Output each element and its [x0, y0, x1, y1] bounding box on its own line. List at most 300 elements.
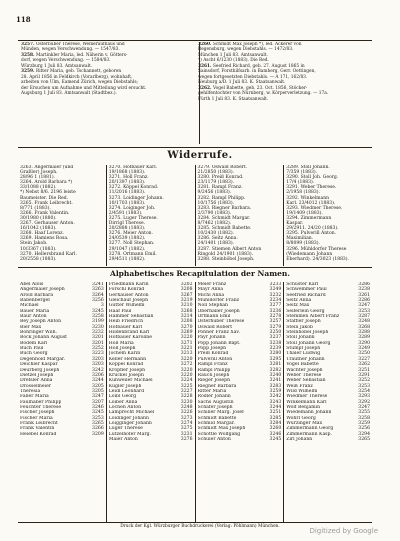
revocation-line: *) Nebst 8/6. 2196 leiste [20, 190, 76, 196]
index-name: Schmidt Max Joseph [197, 426, 246, 432]
revocation-line: 3263. Angermaier (und [20, 165, 74, 170]
index-name: Wild Wilhelm [286, 388, 318, 394]
index-name: Wolf Benjamin [286, 404, 321, 410]
index-name: Hammer Sebastian [108, 314, 154, 320]
index-number: 3255 [358, 410, 370, 416]
index-name: Riegner Barbara [197, 383, 237, 389]
index-number: 3265 [92, 420, 104, 426]
index-name: Wiedmer Therese [286, 394, 328, 400]
index-name: Popp Joseph [197, 346, 227, 352]
index-name: Seiferlein Georg [286, 308, 325, 314]
index-name: Bey Joseph Anton [20, 319, 62, 325]
index-name: Feuchter Therese [20, 404, 62, 410]
printer-imprint: Druck der Kgl. Würzburger Buchdruckerei (Verlag: Pöhlmann) München. [120, 524, 280, 529]
index-name: Frank Valentin [20, 426, 55, 432]
revocations-column [195, 165, 284, 266]
revocation-line: 10/3367 (1883). [20, 246, 57, 252]
index-name: Luger Therese [108, 426, 143, 432]
index-number: 3223 [92, 351, 104, 357]
revocation-line: Kaspar. [286, 221, 304, 227]
index-number: 3207 [92, 399, 104, 405]
index-number: 3250 [269, 330, 282, 336]
index-name: Winkelmann Karl [286, 399, 327, 405]
index-name: Haaf Paul [108, 308, 132, 314]
revocations-column [18, 165, 106, 266]
revocation-line: 11/2016 (1883). [108, 190, 146, 196]
index-number: 3247 [92, 394, 104, 400]
index-name: Schäfer Joseph [197, 404, 233, 410]
entry-text: 28. April 1856 in Feldkirch (Vorarlberg), wohnhaft, [21, 74, 133, 80]
index-number: 3261 [358, 292, 370, 298]
revocation-line: 8/8099 (1883). [286, 241, 320, 247]
revocation-line: 29/1047 (1882). [108, 246, 146, 252]
digitizer-watermark: Digitized by Google [309, 527, 378, 535]
index-name: Gleichauf Joseph [108, 298, 149, 304]
revocation-line: 10/2430 (1882). [197, 231, 235, 237]
index-number: 3269 [180, 330, 193, 336]
entry-number: 3262. [198, 85, 213, 91]
revocations-column [106, 165, 195, 266]
index-name: Buch Paul [20, 346, 44, 352]
revocations-heading: Widerrufe. [167, 150, 233, 161]
index-number: 3241 [92, 282, 104, 287]
index-name: Abel Alois [20, 282, 44, 287]
index-name: Bohringer Wilh. [20, 330, 58, 336]
revocation-line: 3275. Luger Therese. [108, 215, 158, 221]
section-rule [18, 147, 372, 148]
register-column-left [18, 42, 195, 144]
index-number: 3230 [92, 324, 104, 330]
index-name: Staffler Joseph [286, 319, 321, 325]
revocation-line: 3270. Hofbauer Karl. [108, 165, 158, 170]
revocation-line: 3273. Loidinger Johann. [108, 195, 164, 201]
index-name: Trautner Johann [286, 356, 325, 362]
index-number: 3260 [269, 426, 282, 432]
revocation-line: 7/359 (1883). [286, 170, 318, 176]
index-name: Kruckel Joseph [108, 372, 144, 378]
index-number: 3258 [92, 314, 104, 320]
index-number: 3208 [180, 319, 193, 325]
revocation-line: 3279. Oswald Robert. [197, 165, 248, 170]
revocation-line: 29/2911. 24/20 (1883). [286, 226, 339, 232]
index-name: Rieger Joseph [197, 378, 231, 384]
revocation-line: 21/2850 (1883). [197, 170, 235, 176]
index-entry [20, 432, 104, 437]
index-number: 3206 [92, 372, 104, 378]
index-number: 3214 [180, 314, 193, 320]
index-number: 3205 [92, 383, 104, 389]
index-name: Hofbauer Karoline [108, 335, 152, 341]
index-number: 3283 [269, 383, 282, 389]
entry-text: Osterbuber Therese, Wemeraufhaus und [35, 42, 125, 47]
revocation-line: 16/1042 (1883). [20, 226, 57, 232]
index-name: Schmidt Babette [197, 415, 237, 421]
index-name: Seitz Anna [286, 298, 312, 304]
index-number: 3257 [269, 319, 282, 325]
index-number: 3266 [92, 426, 104, 432]
index-name: Schöttle Wolfgang [197, 431, 241, 437]
index-name: Wurzinger Max [286, 420, 323, 426]
index-number: 3272 [180, 362, 193, 368]
index-name: Noll Stephan [197, 303, 228, 309]
entry-text: Seefried Richard, geb. 27. August 1865 in [212, 63, 305, 69]
index-number: 3202 [180, 282, 193, 287]
index-name: Michl Anna [197, 292, 225, 298]
index-name: Mayr Anna [197, 287, 224, 293]
index-name: Sachs Augustin [197, 399, 234, 405]
index-number: 3220 [180, 367, 193, 373]
entry-text: gehilfentochter von Nürnberg, w. Körperverletzung. — 17a. [198, 91, 329, 97]
revocation-line: Ringold 24/1901 (1883). [197, 251, 254, 257]
revocation-line: 3272. Köppel Konrad. [108, 185, 159, 191]
index-number: 3285 [269, 415, 282, 421]
entry-text: Neuburg a/D. 1 Juli 83. K. Staatsanwalt. [198, 80, 286, 86]
revocation-line: 3264. Arold Barbara *) [20, 180, 73, 186]
revocation-line: 3265. Frank Leibrecht. [20, 200, 73, 206]
index-column [283, 282, 372, 522]
revocation-line: 3285. Schmidt Babette. [197, 226, 252, 232]
index-number: 3278 [269, 314, 282, 320]
index-name: Lochen Anton [108, 404, 142, 410]
index-name: Bodem Karl [20, 340, 48, 346]
index-name: Schuster Karl [286, 282, 319, 287]
index-number: 3274 [180, 420, 193, 426]
index-number: 3239 [269, 346, 282, 352]
index-name: Drosselmeier [20, 383, 52, 389]
index-number: 3240 [269, 372, 282, 378]
index-name: Degenhold Margar. [20, 356, 66, 362]
index-number: 3220 [180, 335, 193, 341]
index-name: Stoll Johann Georg [286, 340, 331, 346]
register-entry [198, 97, 369, 102]
index-name: Fischer Maria [20, 415, 53, 421]
revocation-line: Graßler) Joseph. [20, 170, 58, 176]
index-number: 3281 [269, 362, 282, 368]
index-name: Wachter Joseph [286, 367, 323, 373]
index-number: 3203 [92, 356, 104, 362]
index-number: 3232 [269, 292, 282, 298]
entry-text: Regensburg, wegen Diebstahls. — 1472/83. [198, 47, 294, 53]
bottom-rule [18, 522, 372, 523]
entry-number: 3259. [21, 69, 36, 75]
entry-text: wegen fortgesetzten Diebstahls. — A 171, 162/83. [198, 74, 308, 80]
index-name: Osterhuber Therese [197, 319, 245, 325]
index-name: Steinhöbel Joseph [286, 330, 329, 336]
index-number: 3259 [358, 420, 370, 426]
index-number: 3248 [358, 319, 370, 325]
entry-text: München 1 Juli 83. Amtsanwalt. [198, 52, 268, 58]
entry-text: *) Ascht 6/1230 (1883). Die Red. [198, 58, 269, 64]
revocation-line: 20/2888 (1883). [108, 226, 146, 232]
revocation-line: 3269. Hamiens Rosa. [20, 236, 69, 242]
index-name: Michael [20, 303, 39, 309]
index-number: 3253 [358, 383, 370, 389]
top-rule [18, 40, 372, 41]
index-number: 3280 [269, 351, 282, 357]
revocation-line: 10/1756 (1883). [197, 200, 235, 206]
entry-number: 3260. [198, 42, 213, 47]
index-name: Stein Jakob [286, 324, 313, 330]
index-number: 3201 [92, 340, 104, 346]
index-name: Jochem Karin [108, 351, 141, 357]
index-name: Seefried Richard [286, 292, 326, 298]
revocation-line: 3268. Haaf Lorenz. [20, 231, 64, 237]
index-name: Stemmen Albert Franz [286, 314, 340, 320]
index-name: Schuler Anton [197, 436, 231, 442]
index-number: 3286 [358, 298, 370, 304]
index-number: 3249 [269, 287, 282, 293]
index-entry [198, 437, 282, 442]
index-name: Schwemmer Paul [286, 287, 327, 293]
index-number: 3226 [180, 410, 193, 416]
revocation-line: 3291. Weber Therese. [286, 185, 337, 191]
index-number: 3292 [358, 399, 370, 405]
index-name: Drefsler Anna [20, 378, 53, 384]
index-name: Ortmann Emil [197, 314, 231, 320]
index-number: 3231 [180, 431, 193, 437]
index-number: 3258 [358, 415, 370, 421]
index-name: Zimmermann Georg [286, 426, 334, 432]
revocation-line: 3287. Stiemen Albert Anton [197, 246, 262, 252]
index-number: 3205 [92, 388, 104, 394]
revocation-line: 3266. Frank Valentin. [20, 210, 70, 216]
index-number: 3252 [92, 346, 104, 352]
index-number: 3288 [358, 330, 370, 336]
index-entry [109, 437, 193, 442]
index-number: 3286 [358, 282, 370, 287]
revocations-column [283, 165, 372, 266]
index-number: 3203 [92, 362, 104, 368]
revocation-line: 20/1397 (1883). [108, 180, 146, 186]
index-heading: Alphabetisches Recapitulation der Namen. [110, 269, 290, 278]
index-number: 3251 [269, 410, 282, 416]
revocation-line: 29/4511 (1882). [108, 256, 146, 262]
index-name: Wöhrl Georg [286, 415, 316, 421]
index-number: 3275 [180, 426, 193, 432]
index-number: 3242 [92, 367, 104, 373]
revocation-line: 3267. Gerhauser Anton. [20, 221, 75, 227]
index-name: Holl Maria [108, 340, 134, 346]
index-name: Payr Johann [197, 335, 226, 341]
revocation-line: 30/1980 (1880). [20, 215, 57, 221]
index-name: Pöhner Franz Xav. [197, 330, 240, 336]
index-name: Rampl Philipp [197, 367, 231, 373]
index-number: 3245 [92, 410, 104, 416]
index-name: Stumpf Joseph [286, 346, 321, 352]
index-name: Seitz Max [286, 303, 310, 309]
index-name: Bier Max [20, 324, 42, 330]
index-name: Heib Friedrich [108, 319, 144, 325]
index-number: 3219 [180, 298, 193, 304]
index-number: 3268 [358, 324, 370, 330]
revocation-line: 3282. Rampl Philipp. [197, 195, 246, 201]
index-name: Maier Anton [108, 436, 138, 442]
index-number: 3247 [358, 303, 370, 309]
entry-text: Ritter Maria, geb. Tschannett, geboren [35, 69, 122, 75]
revocation-line: Stein Jakob. [20, 241, 48, 247]
revocation-line: 3294. Zimmermann [286, 215, 332, 221]
index-name: Dietzel Joseph [20, 372, 54, 378]
revocation-line: Maximilian. [286, 236, 314, 242]
revocation-line: 3286. Seitz Anna. [197, 236, 238, 242]
revocation-line: 2/1958 (1883). [286, 190, 320, 196]
index-rule [18, 267, 372, 268]
index-number: 3244 [269, 404, 282, 410]
index-name: Gerhauser Anton [108, 292, 149, 298]
index-number: 3262 [358, 362, 370, 368]
index-name: Theresia [20, 388, 41, 394]
index-name: Baur Anton [20, 314, 47, 320]
revocation-line: Eberhard). 24/3023 (1883). [286, 256, 349, 262]
revocation-line: 3289. Stoll Johann. [286, 165, 330, 170]
index-number: 3253 [358, 308, 370, 314]
revocation-line: 17/4 (1883). [286, 180, 315, 186]
index-name: Rauch Joseph [197, 372, 230, 378]
index-number: 3246 [92, 404, 104, 410]
index-number: 3263 [92, 287, 104, 293]
index-name: Bauer Maria [20, 308, 50, 314]
index-number: 3201 [92, 335, 104, 341]
index-number: 3232 [92, 330, 104, 336]
index-number: 3254 [358, 388, 370, 394]
register-entries [18, 42, 372, 144]
index-name: Böck Johann August [20, 335, 68, 341]
index-name: Faller Maria [20, 394, 49, 400]
index-number: 3251 [358, 367, 370, 373]
index-number: 3268 [180, 308, 193, 314]
index-number: 3242 [269, 394, 282, 400]
index-name: Zirl Johann [286, 436, 313, 442]
index-number: 3279 [269, 324, 282, 330]
index-name: Loiber Anna [108, 399, 138, 405]
revocation-line: 3271. Holl Franz. [108, 175, 149, 181]
revocation-line: Baumeister. Die Red. [20, 195, 69, 201]
index-name: Buch Georg [20, 351, 48, 357]
index-number: 3291 [358, 372, 370, 378]
column-divider [199, 42, 200, 144]
index-number: 3294 [358, 431, 370, 437]
revocation-line: 3293. Wiedmer Therese. [286, 205, 343, 211]
register-entry [21, 91, 192, 96]
index-number: 3236 [269, 308, 282, 314]
index-number: 3265 [358, 436, 370, 442]
entry-text: dorf, wegen Verschwendung. — 1584/83. [21, 58, 111, 64]
index-number: 3295 [269, 356, 282, 362]
index-name: Hofbauer Karl [108, 324, 143, 330]
index-number: 3233 [269, 282, 282, 287]
entry-text: Augsburg 1 Juli 83. Amtsanwalt (Stadtbez.). [21, 91, 117, 97]
index-name: Arold Barbara [20, 292, 54, 298]
index-name: Lamprecht Michael [108, 410, 155, 416]
index-number: 3267 [180, 292, 193, 298]
revocation-line: 19/1868 (1883). [108, 170, 146, 176]
revocation-line: 33/1088 (1882). [20, 185, 57, 191]
index-name: Loibl Georg [108, 394, 137, 400]
revocation-line: 3281. Rampl Franz. [197, 185, 243, 191]
index-name: Rampl Franz [197, 362, 228, 368]
index-number: 3230 [180, 399, 193, 405]
index-name: Gutter Wilhelm [108, 303, 145, 309]
revocation-line: 24/0539 (1882). [108, 236, 146, 242]
index-name: Frank Leibrecht [20, 420, 58, 426]
revocations-list [18, 165, 372, 266]
revocation-line: Karl. 23/4012 (1883). [286, 200, 336, 206]
revocation-line: 3288. Steinhöbel Joseph. [197, 256, 255, 262]
revocation-line: 3283. Riegner Barbara. [197, 205, 252, 211]
index-name: Hildenbrand Karl [108, 330, 150, 336]
index-number: 3290 [358, 340, 370, 346]
index-number: 3249 [358, 346, 370, 352]
index-name: Deurberg Joseph [20, 367, 60, 373]
index-number: 3220 [180, 372, 193, 378]
index-name: Deichler Kaspar [20, 362, 58, 368]
index-name: Schiller Marg. Josef [197, 410, 244, 416]
index-name: Loigginger Johann [108, 420, 152, 426]
index-number: 3238 [358, 287, 370, 293]
index-name: Schmid Margar. [197, 420, 235, 426]
index-number: 3241 [269, 378, 282, 384]
index-number: 3224 [180, 378, 193, 384]
revocation-line: 3270. Hellersbrand Karl. [20, 251, 77, 257]
revocation-line: 3274. Loiginger Joh. [108, 205, 156, 211]
revocation-line: 3296. Mühldorfer Therese [286, 246, 347, 252]
index-name: Kropfler Joseph [108, 367, 146, 373]
index-number: 3289 [358, 335, 370, 341]
revocation-line: 3280. Preiß Konrad. [197, 175, 244, 181]
index-name: Keller Hermann [108, 356, 147, 362]
index-name: Lützelhöfer Marg. [108, 431, 152, 437]
index-number: 3256 [92, 298, 104, 304]
index-name: Mühldorfer Franz [197, 298, 240, 304]
index-name: Loidinger Johann [108, 415, 149, 421]
index-name: Weber Sebastian [286, 378, 326, 384]
page-number: 118 [16, 15, 31, 24]
index-number: 3245 [92, 308, 104, 314]
index-name: Leidl Leonhard [108, 388, 145, 394]
revocation-line: 3292. Winkelmann [286, 195, 330, 201]
index-number: 3247 [358, 404, 370, 410]
index-name: Meier Franz [197, 282, 227, 287]
revocation-line: 28/96 1 (1881). [20, 175, 56, 181]
index-name: Fischer Joseph [20, 410, 55, 416]
revocation-line: 9/2456 (1883). [197, 190, 232, 196]
name-index [18, 282, 372, 522]
entry-text: Vogel Babette, geb. 23. Oct. 1856, Stöcker- [212, 85, 308, 91]
index-number: 3227 [358, 356, 370, 362]
index-name: Ritter Maria [197, 388, 227, 394]
index-number: 3282 [269, 367, 282, 373]
index-number: 3250 [358, 351, 370, 357]
revocation-line: 3277. Noll Stephan. [108, 241, 155, 247]
revocation-line: (Wiedemann Johann [286, 251, 333, 257]
register-column-right [195, 42, 372, 144]
revocation-line: 20/2558 (1883). [20, 256, 57, 262]
index-name: Babenberger [20, 298, 51, 304]
revocation-line: 2/4591 (1883). [108, 210, 143, 216]
index-column [106, 282, 195, 522]
revocation-line: 10/1703 (1883). [108, 200, 146, 206]
revocation-line: 3278. Ortmann Emil. [108, 251, 157, 257]
entry-text: Würzburg 1 Juli 83. Amtsanwalt. [21, 63, 93, 69]
index-number: 3234 [269, 298, 282, 304]
revocation-line: 24/1401 (1883). [197, 241, 235, 247]
index-name: Köppel Konrad [108, 362, 144, 368]
index-number: 3276 [180, 436, 193, 442]
index-number: 3287 [358, 314, 370, 320]
index-name: Pulverill Anton [197, 356, 233, 362]
index-number: 3227 [180, 388, 193, 394]
entry-number: 3257. [21, 42, 36, 47]
